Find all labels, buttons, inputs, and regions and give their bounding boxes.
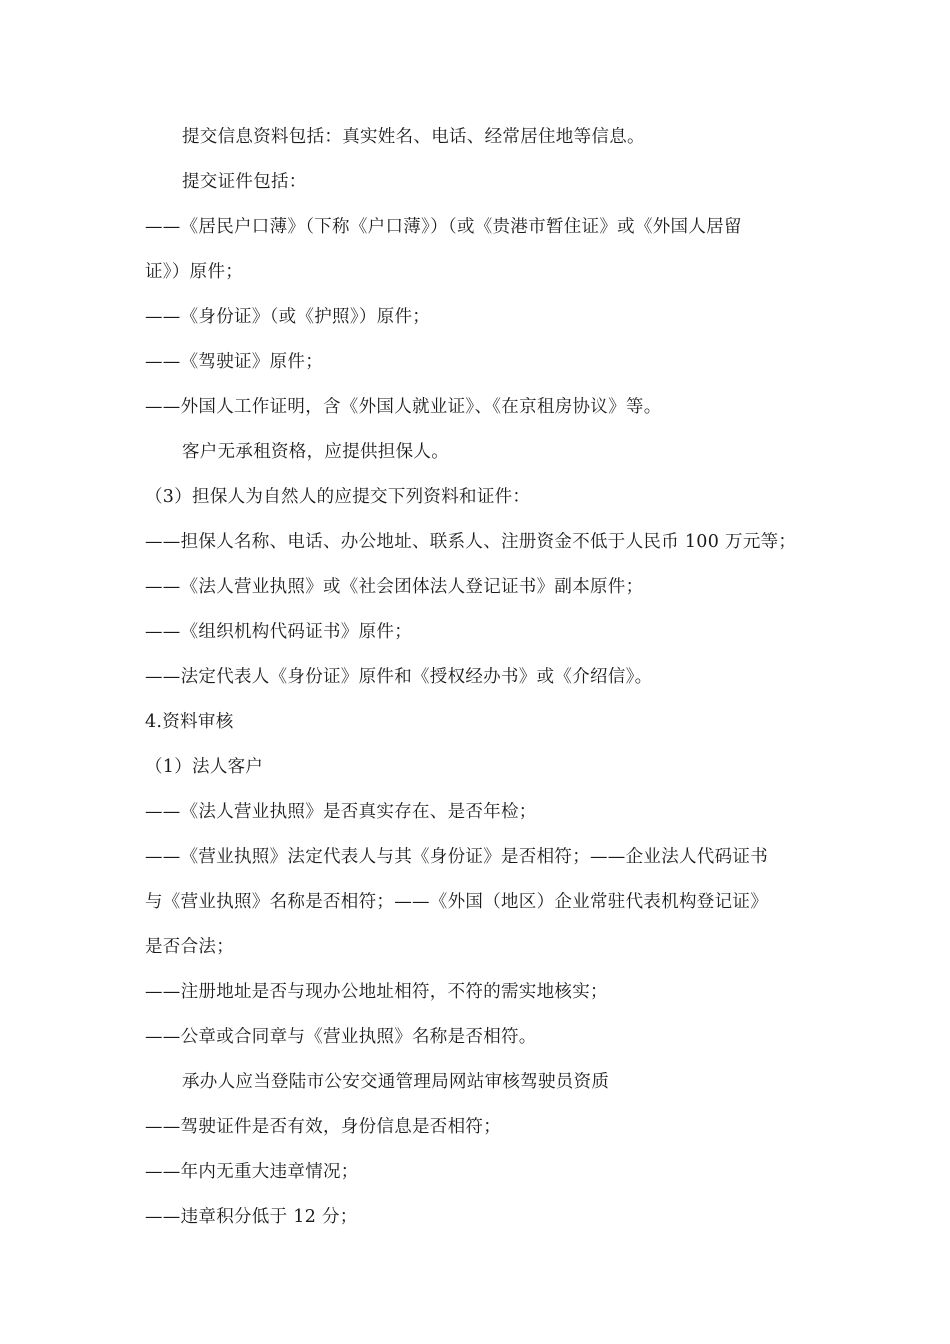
list-item-org-code: ——《组织机构代码证书》原件； — [145, 622, 412, 642]
section-heading-review: 4.资料审核 — [145, 712, 234, 732]
list-item-legal-rep: ——法定代表人《身份证》原件和《授权经办书》或《介绍信》。 — [145, 667, 653, 687]
list-item-foreigner-work-proof: ——外国人工作证明，含《外国人就业证》、《在京租房协议》等。 — [145, 397, 662, 417]
subsection-heading-legal-client: （1）法人客户 — [145, 757, 264, 777]
list-item-legal-rep-check: ——《营业执照》法定代表人与其《身份证》是否相符；——企业法人代码证书 — [145, 847, 768, 867]
section-heading-guarantor: （3）担保人为自然人的应提交下列资料和证件： — [145, 487, 531, 507]
list-item-violation-points: ——违章积分低于 12 分； — [145, 1207, 358, 1227]
list-item-license-valid: ——驾驶证件是否有效，身份信息是否相符； — [145, 1117, 501, 1137]
list-item-id-card: ——《身份证》（或《护照》）原件； — [145, 307, 431, 327]
paragraph-submit-documents: 提交证件包括： — [182, 172, 307, 192]
list-item-license-check: ——《法人营业执照》是否真实存在、是否年检； — [145, 802, 537, 822]
list-item-guarantor-info: ——担保人名称、电话、办公地址、联系人、注册资金不低于人民币 100 万元等； — [145, 532, 797, 552]
list-item-household-register: ——《居民户口薄》（下称《户口薄》）（或《贵港市暂住证》或《外国人居留 — [145, 217, 742, 237]
list-item-legal-rep-check-end: 是否合法； — [145, 937, 234, 957]
list-item-seal-check: ——公章或合同章与《营业执照》名称是否相符。 — [145, 1027, 537, 1047]
list-item-address-check: ——注册地址是否与现办公地址相符，不符的需实地核实； — [145, 982, 608, 1002]
list-item-business-license: ——《法人营业执照》或《社会团体法人登记证书》副本原件； — [145, 577, 644, 597]
list-item-legal-rep-check-cont: 与《营业执照》名称是否相符；——《外国（地区）企业常驻代表机构登记证》 — [145, 892, 768, 912]
paragraph-driver-review: 承办人应当登陆市公安交通管理局网站审核驾驶员资质 — [182, 1072, 610, 1092]
list-item-no-major-violation: ——年内无重大违章情况； — [145, 1162, 359, 1182]
list-item-household-register-cont: 证》）原件； — [145, 262, 244, 282]
paragraph-guarantor-required: 客户无承租资格，应提供担保人。 — [182, 442, 449, 462]
list-item-driver-license: ——《驾驶证》原件； — [145, 352, 323, 372]
paragraph-submit-info: 提交信息资料包括：真实姓名、电话、经常居住地等信息。 — [182, 127, 645, 147]
